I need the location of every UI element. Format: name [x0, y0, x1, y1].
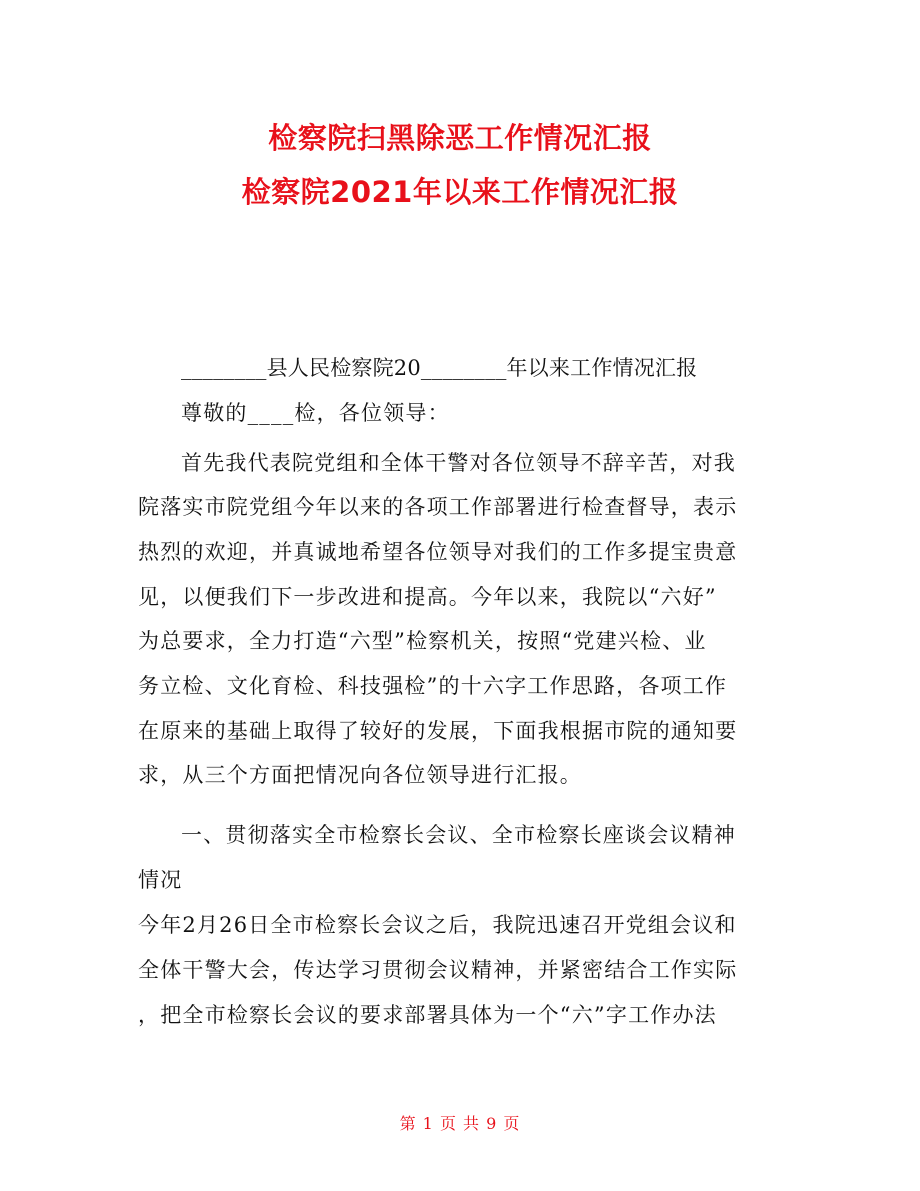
- section-heading-line: 一、贯彻落实全市检察长会议、全市检察长座谈会议精神: [181, 823, 736, 847]
- paragraph-line: 求，从三个方面把情况向各位领导进行汇报。: [138, 763, 582, 787]
- report-heading-line: ________县人民检察院20________年以来工作情况汇报: [181, 356, 698, 380]
- paragraph-line: 在原来的基础上取得了较好的发展，下面我根据市院的通知要: [138, 719, 738, 743]
- paragraph-line: 全体干警大会，传达学习贯彻会议精神，并紧密结合工作实际: [138, 958, 738, 982]
- document-title: 检察院扫黑除恶工作情况汇报: [268, 121, 652, 155]
- salutation-line: 尊敬的____检，各位领导：: [181, 401, 450, 425]
- paragraph-line: 见，以便我们下一步改进和提高。今年以来，我院以“六好”: [138, 585, 717, 609]
- paragraph-line: 务立检、文化育检、科技强检”的十六字工作思路，各项工作: [138, 674, 728, 698]
- section-heading-line: 情况: [138, 868, 183, 892]
- paragraph-line: 首先我代表院党组和全体干警对各位领导不辞辛苦，对我: [181, 451, 736, 475]
- paragraph-line: 今年2月26日全市检察长会议之后，我院迅速召开党组会议和: [138, 913, 737, 937]
- paragraph-line: 热烈的欢迎，并真诚地希望各位领导对我们的工作多提宝贵意: [138, 540, 738, 564]
- page-number-footer: 第 1 页 共 9 页: [399, 1114, 521, 1133]
- paragraph-line: 院落实市院党组今年以来的各项工作部署进行检查督导，表示: [138, 495, 738, 519]
- document-subtitle: 检察院2021年以来工作情况汇报: [241, 175, 679, 209]
- paragraph-line: 为总要求，全力打造“六型”检察机关，按照“党建兴检、业: [138, 629, 707, 653]
- paragraph-line: ，把全市检察长会议的要求部署具体为一个“六”字工作办法: [138, 1003, 717, 1027]
